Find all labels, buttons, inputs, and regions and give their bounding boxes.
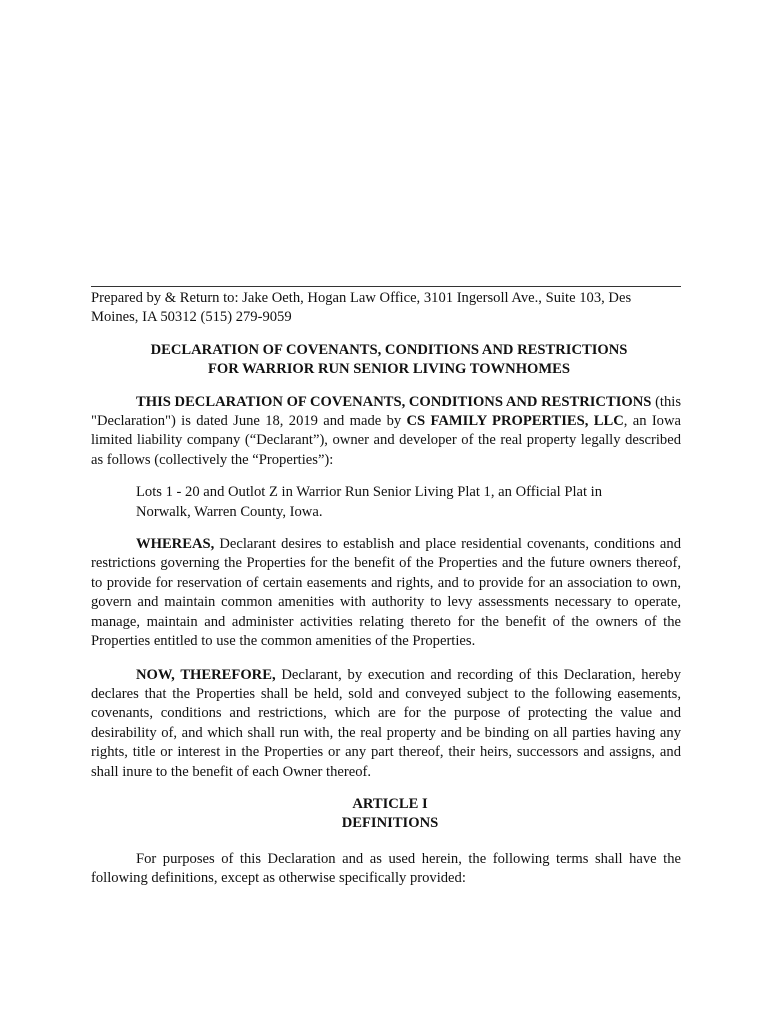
article-heading xyxy=(91,795,681,834)
article-number: ARTICLE I xyxy=(352,795,428,812)
prepared-by-line: Prepared by & Return to: Jake Oeth, Hogan Law Office, 3101 Ingersoll Ave., Suite 103, Des Moines, IA 50312 (515) 279-9059 xyxy=(91,290,632,326)
whereas-text: Declarant desires to establish and place residential covenants, conditions and restrictions governing the Properties for the benefit of the Properties and the future owners thereof, to provide for reservation of certain easements and rights, and to provide for an association to own, govern and maintain common amenities with authority to levy assessments necessary to operate, manage, maintain and administer activities relating thereto for the benefit of the owners of the Properties entitled to use the common amenities of the Properties. xyxy=(91,536,681,650)
legal-description: Lots 1 - 20 and Outlot Z in Warrior Run Senior Living Plat 1, an Official Plat in Norwalk, Warren County, Iowa. xyxy=(136,484,603,520)
article-title: DEFINITIONS xyxy=(341,815,439,832)
header-divider xyxy=(91,286,681,287)
declaration-lead: THIS DECLARATION OF COVENANTS, CONDITIONS AND RESTRICTIONS xyxy=(136,393,652,410)
document-page xyxy=(91,0,681,1024)
definitions-intro-paragraph: For purposes of this Declaration and as used herein, the following terms shall have the following definitions, except as otherwise specifically provided: xyxy=(91,850,681,887)
title-line-1: DECLARATION OF COVENANTS, CONDITIONS AND RESTRICTIONS xyxy=(150,341,628,358)
now-therefore-text: Declarant, by execution and recording of this Declaration, hereby declares that the Properties shall be held, sold and conveyed subject to the following easements, covenants, conditions and restrictions, which are for the purpose of protecting the value and desirability of, and which shall run with, the real property and be binding on all parties having any rights, title or interest in the Properties or any part thereof, their heirs, successors and assigns, and shall inure to the benefit of each Owner thereof. xyxy=(91,666,681,780)
document-body xyxy=(91,289,681,889)
title-line-2: FOR WARRIOR RUN SENIOR LIVING TOWNHOMES xyxy=(207,361,571,378)
document-title xyxy=(91,341,681,380)
now-therefore-lead: NOW, THEREFORE, xyxy=(136,666,276,683)
whereas-lead: WHEREAS, xyxy=(136,536,215,553)
declaration-text-1: (this "Declaration") is dated June 18, 2019 and made by xyxy=(91,393,682,430)
declaration-paragraph xyxy=(91,393,681,471)
declarant-company-name: CS FAMILY PROPERTIES, LLC xyxy=(406,413,624,430)
whereas-paragraph xyxy=(91,535,681,651)
declaration-text-2: , an Iowa limited liability company (“Declarant”), owner and developer of the real property legally described as follows (collectively the “Properties”): xyxy=(91,413,681,468)
now-therefore-paragraph xyxy=(91,666,681,782)
